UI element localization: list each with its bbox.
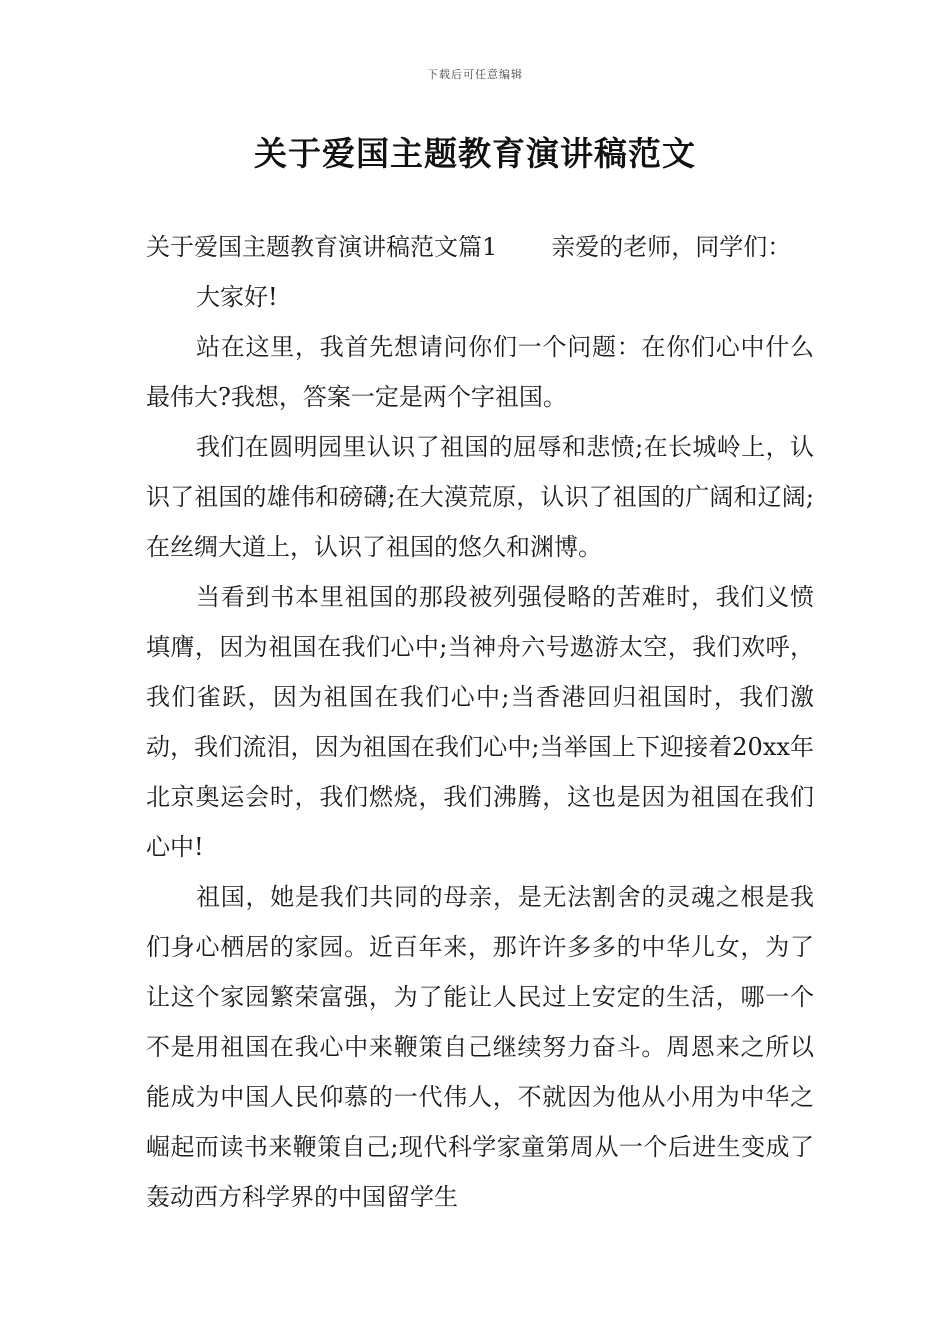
document-title: 关于爱国主题教育演讲稿范文 [254, 134, 696, 173]
opening-line [146, 222, 814, 272]
paragraph-landmarks: 我们在圆明园里认识了祖国的屈辱和悲愤;在长城岭上，认识了祖国的雄伟和磅礴;在大漠荒原，认识了祖国的广阔和辽阔;在丝绸大道上，认识了祖国的悠久和渊博。 [146, 433, 814, 561]
document-body [146, 222, 814, 1222]
paragraph-motherland: 祖国，她是我们共同的母亲，是无法割舍的灵魂之根是我们身心栖居的家园。近百年来，那许许多多的中华儿女，为了让这个家园繁荣富强，为了能让人民过上安定的生活，哪一个不是用祖国在我心中来鞭策自己继续努力奋斗。周恩来之所以能成为中国人民仰慕的一代伟人，不就因为他从小用为中华之崛起而读书来鞭策自己;现代科学家童第周从一个后进生变成了轰动西方科学界的中国留学生 [146, 883, 814, 1211]
section-heading: 关于爱国主题教育演讲稿范文篇1 [146, 233, 498, 261]
paragraph-greeting: 大家好! [196, 283, 278, 311]
page-header-note: 下载后可任意编辑 [427, 68, 523, 81]
salutation: 亲爱的老师，同学们： [551, 233, 792, 261]
paragraph-question: 站在这里，我首先想请问你们一个问题：在你们心中什么最伟大?我想，答案一定是两个字祖国。 [146, 333, 814, 411]
paragraph-events: 当看到书本里祖国的那段被列强侵略的苦难时，我们义愤填膺，因为祖国在我们心中;当神舟六号遨游太空，我们欢呼，我们雀跃，因为祖国在我们心中;当香港回归祖国时，我们激动，我们流泪，因为祖国在我们心中;当举国上下迎接着20xx年北京奥运会时，我们燃烧，我们沸腾，这也是因为祖国在我们心中! [146, 583, 814, 861]
